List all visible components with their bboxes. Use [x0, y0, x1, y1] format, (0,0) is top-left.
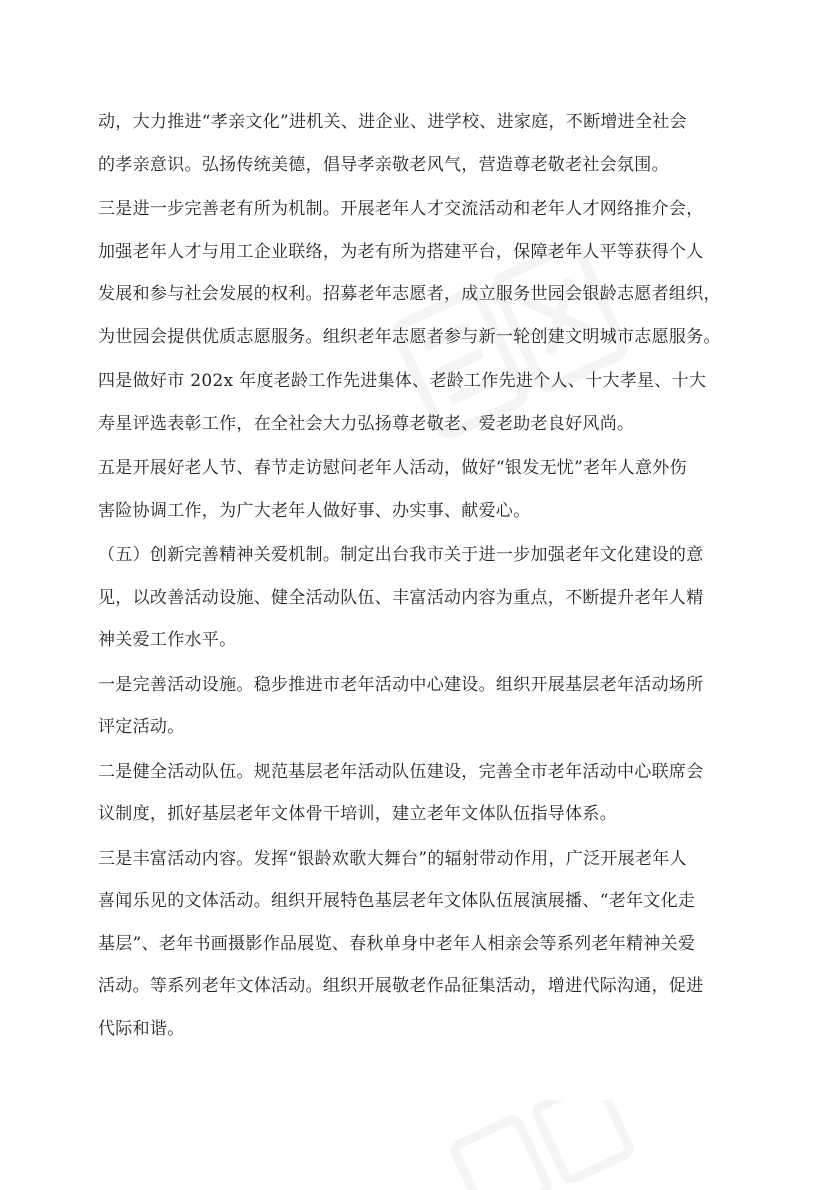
- text-line: 害险协调工作，为广大老年人做好事、办实事、献爱心。: [98, 500, 531, 521]
- paragraph-teams: [98, 751, 718, 836]
- text-line: 评定活动。: [98, 717, 185, 737]
- watermark-bottom-icon: [440, 1100, 640, 1190]
- text-line: 活动。等系列老年文体活动。组织开展敬老作品征集活动，增进代际沟通，促进: [98, 976, 704, 996]
- text-line: 基层”、老年书画摄影作品展览、春秋单身中老年人相亲会等系列老年精神关爱: [98, 933, 696, 954]
- text-line: 三是丰富活动内容。发挥“银龄欢歌大舞台”的辐射带动作用，广泛开展老年人: [98, 848, 687, 869]
- text-line: 一是完善活动设施。稳步推进市老年活动中心建设。组织开展基层老年活动场所: [98, 674, 704, 695]
- text-line: 加强老年人才与用工企业联络，为老有所为搭建平台，保障老年人平等获得个人: [98, 241, 704, 262]
- text-line: 发展和参与社会发展的权利。招募老年志愿者，成立服务世园会银龄志愿者组织，: [98, 284, 721, 304]
- text-line: 四是做好市 202x 年度老龄工作先进集体、老龄工作先进个人、十大孝星、十大: [98, 371, 707, 391]
- paragraph-spiritual-care: [98, 534, 718, 662]
- document-body: [98, 101, 721, 1052]
- paragraph-visits: [98, 447, 718, 532]
- paragraph-filial-culture: [98, 101, 718, 186]
- text-line: 见，以改善活动设施、健全活动队伍、丰富活动内容为重点，不断提升老年人精: [98, 587, 704, 608]
- text-line: 神关爱工作水平。: [98, 630, 237, 650]
- text-line: 的孝亲意识。弘扬传统美德，倡导孝亲敬老风气，营造尊老敬老社会氛围。: [98, 154, 669, 175]
- paragraph-elderly-talent-mechanism: [98, 188, 721, 358]
- text-line: 寿星评选表彰工作，在全社会大力弘扬尊老敬老、爱老助老良好风尚。: [98, 413, 635, 434]
- text-line: 为世园会提供优质志愿服务。组织老年志愿者参与新一轮创建文明城市志愿服务。: [98, 326, 721, 347]
- text-line: 三是进一步完善老有所为机制。开展老年人才交流活动和老年人才网络推介会，: [98, 199, 704, 219]
- paragraph-activities: [98, 838, 718, 1051]
- text-line: 二是健全活动队伍。规范基层老年活动队伍建设，完善全市老年活动中心联席会: [98, 761, 704, 782]
- paragraph-facilities: [98, 664, 718, 749]
- text-line: 喜闻乐见的文体活动。组织开展特色基层老年文体队伍展演展播、“老年文化走: [98, 891, 696, 911]
- text-line: 议制度，抓好基层老年文体骨干培训，建立老年文体队伍指导体系。: [98, 804, 617, 824]
- paragraph-commendation: [98, 360, 718, 445]
- text-line: 动，大力推进“孝亲文化”进机关、进企业、进学校、进家庭，不断增进全社会: [98, 112, 687, 132]
- text-line: （五）创新完善精神关爱机制。制定出台我市关于进一步加强老年文化建设的意: [98, 545, 704, 565]
- text-line: 代际和谐。: [98, 1018, 185, 1039]
- text-line: 五是开展好老人节、春节走访慰问老年人活动，做好“银发无忧”老年人意外伤: [98, 458, 687, 478]
